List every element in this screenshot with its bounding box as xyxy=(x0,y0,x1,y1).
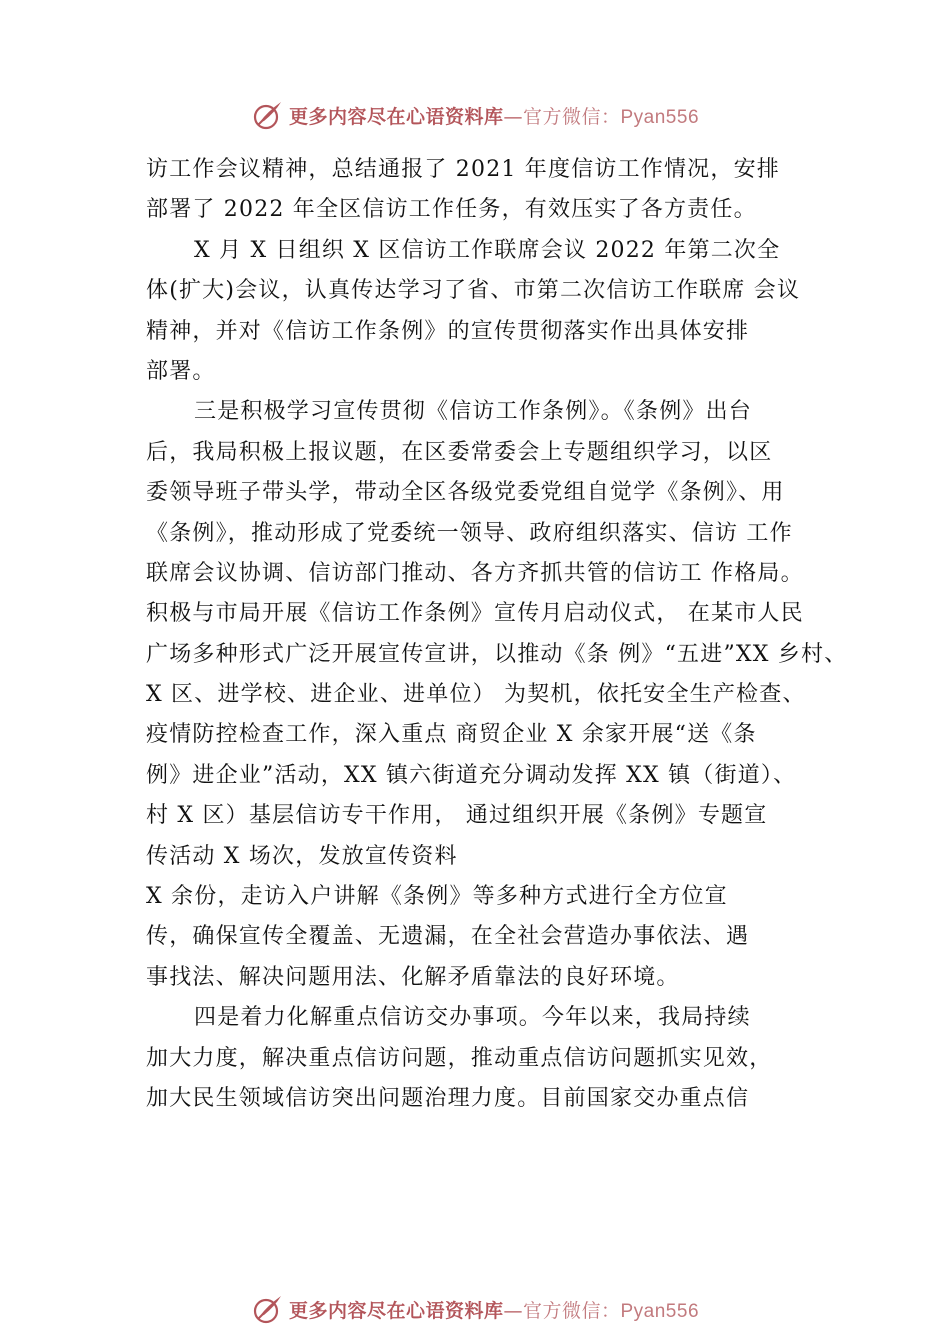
text-line: 传，确保宣传全覆盖、无遗漏，在全社会营造办事依法、遇 xyxy=(146,924,750,950)
document-body xyxy=(146,150,846,1119)
text-line: 疫情防控检查工作，深入重点 商贸企业 X 余家开展“送《条 xyxy=(146,722,757,748)
text-line: 访工作会议精神，总结通报了 2021 年度信访工作情况，安排 xyxy=(146,157,780,182)
text-line: 《条例》，推动形成了党委统一领导、政府组织落实、信访 工作 xyxy=(146,520,793,546)
watermark-label: 官方微信： xyxy=(522,1299,621,1322)
text-line: 广场多种形式广泛开展宣传宣讲，以推动《条 例》“五进”XX 乡村、 xyxy=(146,641,848,667)
quill-logo-icon xyxy=(251,98,285,132)
watermark-text xyxy=(289,1296,699,1323)
text-line: X 余份，走访入户讲解《条例》等多种方式进行全方位宣 xyxy=(146,884,728,910)
watermark-brand: 更多内容尽在心语资料库 xyxy=(288,105,504,128)
text-line: 部署了 2022 年全区信访工作任务，有效压实了各方责任。 xyxy=(146,197,757,223)
text-line: 精神，并对《信访工作条例》的宣传贯彻落实作出具体安排 xyxy=(146,318,750,344)
text-line: 三是积极学习宣传贯彻《信访工作条例》。《条例》出台 xyxy=(194,399,753,425)
watermark-id: Pyan556 xyxy=(620,1300,700,1322)
watermark-dash: — xyxy=(503,105,523,128)
watermark-banner-top xyxy=(0,95,950,135)
text-line: X 区、进学校、进企业、进单位） 为契机，依托安全生产检查、 xyxy=(146,682,806,708)
text-line: 部署。 xyxy=(146,358,216,384)
text-line: 加大力度，解决重点信访问题，推动重点信访问题抓实见效， xyxy=(146,1045,773,1071)
watermark-id: Pyan556 xyxy=(620,106,700,128)
text-line: 积极与市局开展《信访工作条例》宣传月启动仪式， 在某市人民 xyxy=(146,601,804,627)
text-line: 例》进企业”活动，XX 镇六街道充分调动发挥 XX 镇（街道）、 xyxy=(146,762,797,788)
text-line: 村 X 区）基层信访专干作用， 通过组织开展《条例》专题宣 xyxy=(146,803,768,829)
text-line: 体(扩大)会议，认真传达学习了省、市第二次信访工作联席 会议 xyxy=(146,278,801,304)
watermark-dash: — xyxy=(503,1299,523,1322)
watermark-banner-bottom xyxy=(0,1289,950,1329)
text-line: 委领导班子带头学，带动全区各级党委党组自觉学《条例》、用 xyxy=(146,480,785,506)
text-line: X 月 X 日组织 X 区信访工作联席会议 2022 年第二次全 xyxy=(194,237,781,263)
text-line: 四是着力化解重点信访交办事项。今年以来，我局持续 xyxy=(194,1005,751,1031)
watermark-label: 官方微信： xyxy=(522,105,621,128)
watermark-brand: 更多内容尽在心语资料库 xyxy=(288,1299,504,1322)
text-line: 联席会议协调、信访部门推动、各方齐抓共管的信访工 作格局。 xyxy=(146,560,804,586)
text-line: 事找法、解决问题用法、化解矛盾靠法的良好环境。 xyxy=(146,964,680,990)
quill-logo-icon xyxy=(251,1292,285,1326)
watermark-text xyxy=(289,102,699,129)
text-line: 加大民生领域信访突出问题治理力度。目前国家交办重点信 xyxy=(146,1085,750,1111)
text-line: 后，我局积极上报议题，在区委常委会上专题组织学习，以区 xyxy=(146,439,773,465)
text-line: 传活动 X 场次，发放宣传资料 xyxy=(146,843,458,869)
